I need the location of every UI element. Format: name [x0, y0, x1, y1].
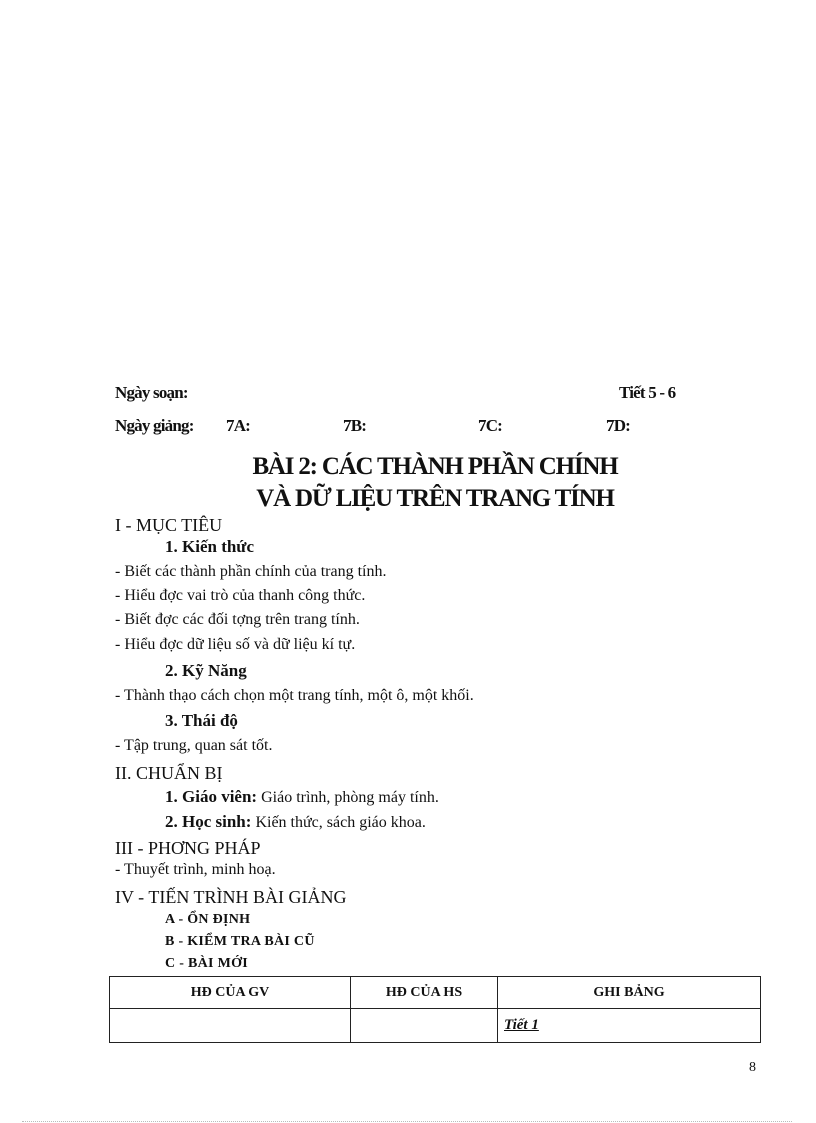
class-7b: 7B:	[343, 416, 367, 435]
section-1-sub-knowledge: 1. Kiến thức	[165, 537, 255, 556]
section-1-heading: I - MỤC TIÊU	[115, 515, 223, 535]
section-4-heading: IV - TIẾN TRÌNH BÀI GIẢNG	[115, 887, 347, 907]
table-row	[110, 1009, 761, 1043]
attitude-line: - Tập trung, quan sát tốt.	[115, 737, 273, 754]
section-1-sub-attitude: 3. Thái độ	[165, 711, 238, 730]
step-a: A - ỔN ĐỊNH	[165, 912, 251, 927]
student-prep-label: 2. Học sinh:	[165, 812, 252, 831]
table-cell-hs	[351, 1009, 498, 1043]
lesson-title-line1: BÀI 2: CÁC THÀNH PHẦN CHÍNH	[252, 453, 618, 480]
step-b: B - KIỂM TRA BÀI CŨ	[165, 934, 315, 949]
table-header-hs: HĐ CỦA HS	[351, 977, 498, 1009]
class-7a: 7A:	[226, 416, 251, 435]
section-2-heading: II. CHUẨN BỊ	[115, 763, 223, 783]
knowledge-line: - Hiểu đợc dữ liệu số và dữ liệu kí tự.	[115, 636, 356, 653]
student-prep-text: Kiến thức, sách giáo khoa.	[251, 814, 426, 831]
skills-line: - Thành thạo cách chọn một trang tính, một ô, một khối.	[115, 687, 474, 704]
class-7d: 7D:	[606, 416, 631, 435]
knowledge-line: - Biết đợc các đối tợng trên trang tính.	[115, 611, 360, 628]
section-3-heading: III - PHƠNG PHÁP	[115, 838, 261, 858]
table-header-row	[110, 977, 761, 1009]
table-cell-ghi-bang	[498, 1009, 761, 1043]
method-line: - Thuyết trình, minh hoạ.	[115, 861, 276, 878]
table-header-gv: HĐ CỦA GV	[110, 977, 351, 1009]
step-c: C - BÀI MỚI	[165, 956, 249, 971]
table-cell-gv	[110, 1009, 351, 1043]
lesson-table	[109, 976, 761, 1043]
student-prep-line	[165, 812, 426, 832]
lesson-title-line2: VÀ DỮ LIỆU TRÊN TRANG TÍNH	[256, 485, 614, 512]
knowledge-line: - Hiểu đợc vai trò của thanh công thức.	[115, 587, 366, 604]
tiet-label: Tiết 5 - 6	[619, 383, 676, 402]
section-1-sub-skills: 2. Kỹ Năng	[165, 661, 247, 680]
page-number: 8	[749, 1060, 756, 1075]
ngay-soan-label: Ngày soạn:	[115, 383, 188, 402]
class-7c: 7C:	[478, 416, 503, 435]
ngay-giang-label: Ngày giảng:	[115, 416, 194, 435]
knowledge-line: - Biết các thành phần chính của trang tính.	[115, 563, 387, 580]
teacher-prep-line	[165, 787, 439, 807]
teacher-prep-text: Giáo trình, phòng máy tính.	[257, 789, 439, 806]
teacher-prep-label: 1. Giáo viên:	[165, 787, 258, 806]
table-header-ghi-bang: GHI BẢNG	[498, 977, 761, 1009]
tiet-1-label: Tiết 1	[504, 1017, 539, 1033]
page-bottom-border	[22, 1121, 792, 1122]
